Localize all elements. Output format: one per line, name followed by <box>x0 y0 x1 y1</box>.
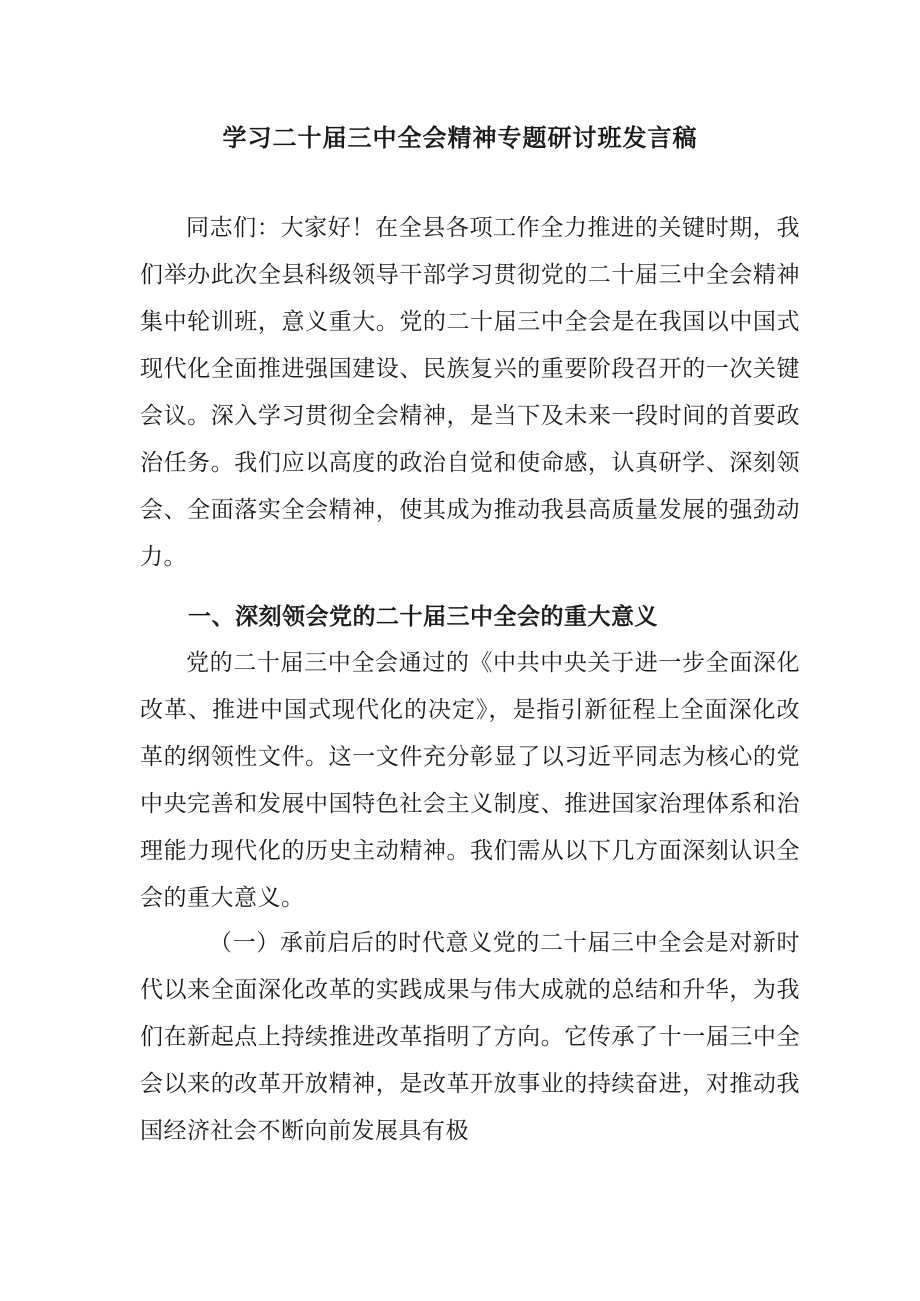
intro-paragraph: 同志们：大家好！在全县各项工作全力推进的关键时期，我们举办此次全县科级领导干部学习贯彻党的二十届三中全会精神集中轮训班，意义重大。党的二十届三中全会是在我国以中国式现代化全面推进强国建设、民族复兴的重要阶段召开的一次关键会议。深入学习贯彻全会精神，是当下及未来一段时间的首要政治任务。我们应以高度的政治自觉和使命感，认真研学、深刻领会、全面落实全会精神，使其成为推动我县高质量发展的强劲动力。 <box>140 215 800 570</box>
section-one-paragraph: 党的二十届三中全会通过的《中共中央关于进一步全面深化改革、推进中国式现代化的决定》，是指引新征程上全面深化改革的纲领性文件。这一文件充分彰显了以习近平同志为核心的党中央完善和发展中国特色社会主义制度、推进国家治理体系和治理能力现代化的历史主动精神。我们需从以下几方面深刻认识全会的重大意义。 <box>140 650 800 911</box>
section-one-heading: 一、深刻领会党的二十届三中全会的重大意义 <box>188 603 658 630</box>
document-title: 学习二十届三中全会精神专题研讨班发言稿 <box>222 123 698 152</box>
subsection-one-paragraph: （一）承前启后的时代意义党的二十届三中全会是对新时代以来全面深化改革的实践成果与伟大成就的总结和升华，为我们在新起点上持续推进改革指明了方向。它传承了十一届三中全会以来的改革开放精神，是改革开放事业的持续奋进，对推动我国经济社会不断向前发展具有极 <box>140 930 800 1144</box>
